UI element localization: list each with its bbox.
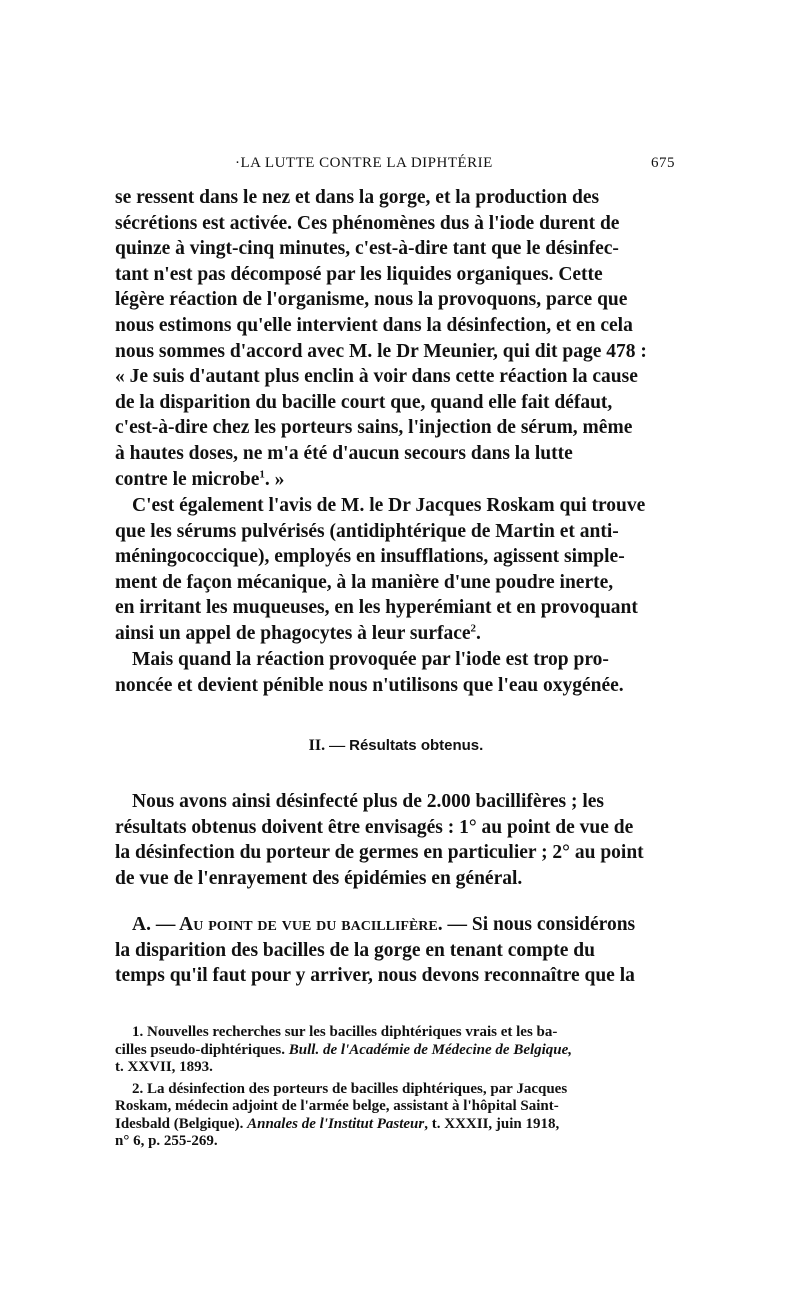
- text-line: la disparition des bacilles de la gorge en tenant compte du: [115, 939, 595, 961]
- footnote-2: [115, 1081, 677, 1099]
- footnote-ref-2: 2: [470, 622, 477, 635]
- section-title: Résultats obtenus.: [349, 737, 484, 754]
- text-line: Mais quand la réaction provoquée par l'iode est trop pro-: [132, 649, 609, 670]
- text-line: se ressent dans le nez et dans la gorge, et la production des: [115, 187, 600, 208]
- text-line: Nous avons ainsi désinfecté plus de 2.000 bacillifères ; les: [132, 791, 604, 812]
- text-line: à hautes doses, ne m'a été d'aucun secours dans la lutte: [115, 442, 573, 464]
- text-line: la désinfection du porteur de germes en particulier ; 2° au point: [115, 842, 644, 864]
- text-line: « Je suis d'autant plus enclin à voir dans cette réaction la cause: [115, 366, 638, 388]
- footnotes: [115, 1024, 677, 1151]
- footnote-1: [115, 1024, 677, 1042]
- footnote-ref-1: 1: [259, 468, 265, 481]
- footnote-text: Idesbald (Belgique).: [115, 1115, 248, 1132]
- footnote-line: [115, 1116, 677, 1134]
- paragraph-3: [115, 647, 677, 698]
- footnote-number: 2.: [132, 1080, 144, 1097]
- footnote-text: La désinfection des porteurs de bacilles diphtériques, par Jacques: [143, 1080, 568, 1097]
- page-number: 675: [651, 155, 675, 171]
- subsection-lead: A. — Au point de vue du bacillifère.: [132, 914, 443, 935]
- footnote-text: cilles pseudo-diphtériques.: [115, 1041, 289, 1058]
- footnote-line: [115, 1042, 677, 1060]
- paragraph-4: [115, 789, 677, 891]
- text-line: méningococcique), employés en insufflations, agissent simple-: [115, 546, 625, 568]
- text-line: ment de façon mécanique, à la manière d'une poudre inerte,: [115, 571, 614, 593]
- running-title: ·LA LUTTE CONTRE LA DIPHTÉRIE: [235, 155, 493, 171]
- text-line: C'est également l'avis de M. le Dr Jacques Roskam qui trouve: [132, 495, 646, 516]
- footnote-number: 1.: [132, 1024, 144, 1040]
- text-line: [115, 621, 677, 647]
- text-fragment: — Si nous considérons: [442, 914, 636, 935]
- section-number: II. —: [308, 737, 350, 754]
- footnote-line: t. XXVII, 1893.: [115, 1059, 213, 1075]
- text-line: résultats obtenus doivent être envisagés : 1° au point de vue de: [115, 816, 634, 838]
- text-line: légère réaction de l'organisme, nous la provoquons, parce que: [115, 289, 628, 311]
- text-line: de la disparition du bacille court que, quand elle fait défaut,: [115, 391, 613, 413]
- text-fragment: ainsi un appel de phagocytes à leur surface: [115, 622, 471, 644]
- text-line: c'est-à-dire chez les porteurs sains, l'injection de sérum, même: [115, 417, 633, 439]
- text-line: tant n'est pas décomposé par les liquides organiques. Cette: [115, 263, 603, 285]
- footnote-line: Roskam, médecin adjoint de l'armée belge, assistant à l'hôpital Saint-: [115, 1098, 559, 1114]
- paragraph-2: [115, 493, 677, 647]
- text-fragment: contre le microbe: [115, 468, 260, 490]
- text-line: nous sommes d'accord avec M. le Dr Meunier, qui dit page 478 :: [115, 340, 647, 362]
- text-line: de vue de l'enrayement des épidémies en général.: [115, 867, 523, 889]
- text-line: nous estimons qu'elle intervient dans la désinfection, et en cela: [115, 314, 633, 336]
- paragraph-1: [115, 185, 677, 492]
- text-line: quinze à vingt-cinq minutes, c'est-à-dire tant que le désinfec-: [115, 238, 619, 260]
- footnote-citation: Bull. de l'Académie de Médecine de Belgique,: [288, 1041, 573, 1058]
- text-fragment: .: [476, 622, 481, 644]
- text-line: [115, 467, 677, 493]
- section-heading: [115, 737, 677, 755]
- footnote-text: , t. XXXII, juin 1918,: [424, 1115, 560, 1132]
- text-line: temps qu'il faut pour y arriver, nous devons reconnaître que la: [115, 965, 635, 987]
- text-line: que les sérums pulvérisés (antidiphtérique de Martin et anti-: [115, 520, 619, 542]
- text-line: sécrétions est activée. Ces phénomènes dus à l'iode durent de: [115, 212, 620, 234]
- text-line: en irritant les muqueuses, en les hyperémiant et en provoquant: [115, 597, 638, 619]
- text-line: noncée et devient pénible nous n'utilisons que l'eau oxygénée.: [115, 674, 624, 696]
- paragraph-5: [115, 912, 677, 989]
- footnote-text: Nouvelles recherches sur les bacilles diphtériques vrais et les ba-: [143, 1024, 558, 1040]
- text-line: [115, 912, 677, 938]
- footnote-line: n° 6, p. 255-269.: [115, 1133, 218, 1149]
- text-fragment: . »: [264, 468, 285, 490]
- footnote-citation: Annales de l'Institut Pasteur: [247, 1115, 425, 1132]
